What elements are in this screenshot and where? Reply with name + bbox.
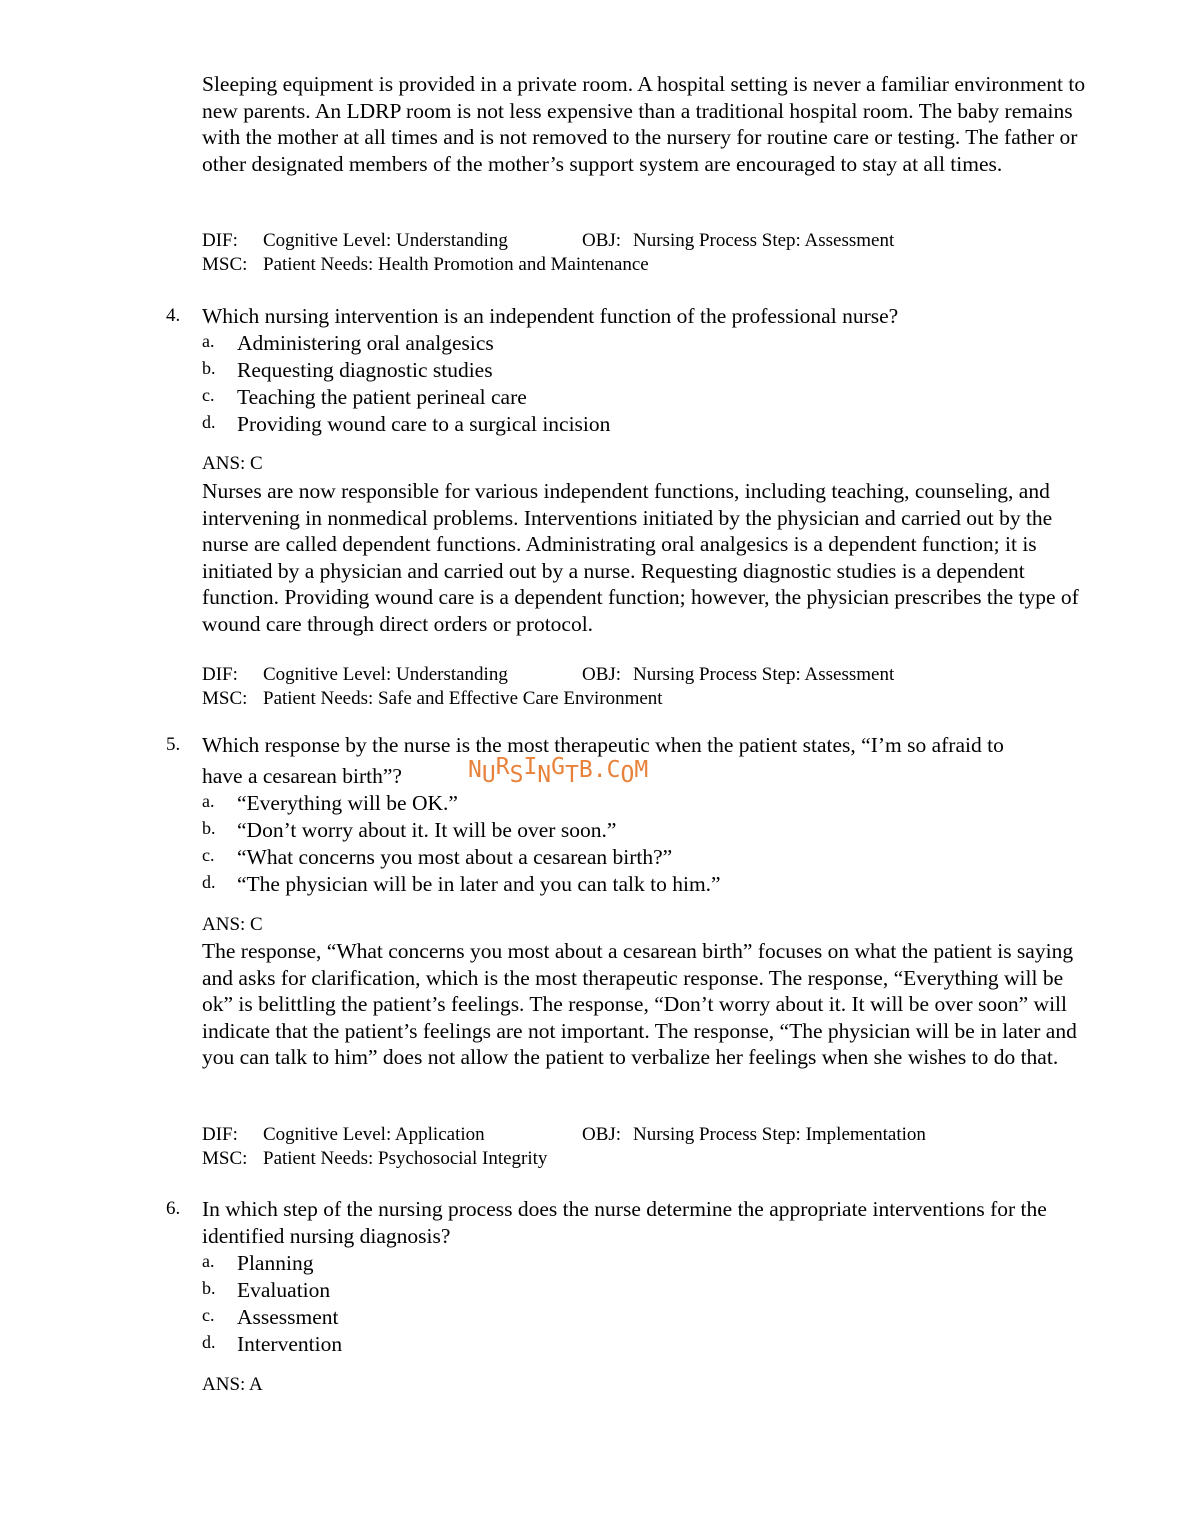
option-b xyxy=(202,817,1092,844)
msc-value: Patient Needs: Health Promotion and Maintenance xyxy=(263,254,649,275)
msc-label: MSC: xyxy=(202,688,248,709)
answer-4: ANS: C xyxy=(202,453,263,474)
option-text: Providing wound care to a surgical incision xyxy=(237,412,611,436)
option-text: Administering oral analgesics xyxy=(237,331,494,355)
question-text: Which nursing intervention is an independent function of the professional nurse? xyxy=(202,304,899,328)
option-letter: a. xyxy=(202,1251,215,1271)
msc-value: Patient Needs: Safe and Effective Care Environment xyxy=(263,688,663,709)
option-list xyxy=(202,330,1092,438)
meta-5 xyxy=(202,1123,1092,1171)
obj-value: Nursing Process Step: Assessment xyxy=(633,664,895,685)
obj-value: Nursing Process Step: Implementation xyxy=(633,1124,926,1145)
option-text: Assessment xyxy=(237,1305,339,1329)
meta-4 xyxy=(202,663,1092,711)
option-letter: b. xyxy=(202,358,216,378)
option-c xyxy=(202,384,1092,411)
option-letter: d. xyxy=(202,1332,216,1352)
option-text: Teaching the patient perineal care xyxy=(237,385,527,409)
option-b xyxy=(202,1277,1092,1304)
option-letter: d. xyxy=(202,872,216,892)
option-letter: a. xyxy=(202,791,215,811)
option-letter: b. xyxy=(202,818,216,838)
option-letter: c. xyxy=(202,1305,215,1325)
option-list xyxy=(202,790,1092,898)
option-text: “What concerns you most about a cesarean birth?” xyxy=(237,845,673,869)
intro-meta xyxy=(202,229,1092,277)
answer-5: ANS: C xyxy=(202,914,263,935)
meta-row-dif-obj xyxy=(202,663,1092,687)
intro-rationale: Sleeping equipment is provided in a private room. A hospital setting is never a familiar environment to new parents. An LDRP room is not less expensive than a traditional hospital room. The baby remains with the mother at all times and is not removed to the nursery for routine care or testing. The father or other designated members of the mother’s support system are encouraged to stay at all times. xyxy=(202,72,1086,176)
dif-value: Cognitive Level: Application xyxy=(263,1124,485,1145)
obj-label: OBJ: xyxy=(582,230,622,251)
option-text: “Everything will be OK.” xyxy=(237,791,458,815)
obj-label: OBJ: xyxy=(582,1124,622,1145)
dif-label: DIF: xyxy=(202,230,238,251)
intro-rationale-block xyxy=(202,71,1092,177)
dif-label: DIF: xyxy=(202,664,238,685)
watermark-logo: NURSINGTB.COM xyxy=(468,754,649,788)
meta-row-msc xyxy=(202,687,1092,711)
question-number: 5. xyxy=(166,734,181,755)
option-d xyxy=(202,1331,1092,1358)
question-text-line1: Which response by the nurse is the most therapeutic when the patient states, “I’m so afraid to xyxy=(202,733,1004,757)
option-list xyxy=(202,1250,1092,1358)
option-text: Intervention xyxy=(237,1332,343,1356)
meta-row-dif-obj xyxy=(202,229,1092,253)
option-b xyxy=(202,357,1092,384)
question-text: In which step of the nursing process does the nurse determine the appropriate interventions for the identified nursing diagnosis? xyxy=(202,1197,1047,1248)
obj-value: Nursing Process Step: Assessment xyxy=(633,230,895,251)
option-c xyxy=(202,1304,1092,1331)
option-letter: c. xyxy=(202,845,215,865)
obj-label: OBJ: xyxy=(582,664,622,685)
option-text: “The physician will be in later and you can talk to him.” xyxy=(237,872,721,896)
question-number: 4. xyxy=(166,305,181,326)
option-text: “Don’t worry about it. It will be over soon.” xyxy=(237,818,617,842)
option-text: Planning xyxy=(237,1251,314,1275)
option-c xyxy=(202,844,1092,871)
rationale-4-block xyxy=(202,478,1092,638)
option-d xyxy=(202,871,1092,898)
meta-row-msc xyxy=(202,253,1092,277)
answer-6: ANS: A xyxy=(202,1374,263,1395)
msc-label: MSC: xyxy=(202,254,248,275)
option-text: Evaluation xyxy=(237,1278,331,1302)
option-a xyxy=(202,790,1092,817)
dif-value: Cognitive Level: Understanding xyxy=(263,664,508,685)
option-letter: d. xyxy=(202,412,216,432)
msc-label: MSC: xyxy=(202,1148,248,1169)
meta-row-msc xyxy=(202,1147,1092,1171)
question-number: 6. xyxy=(166,1198,181,1219)
option-d xyxy=(202,411,1092,438)
option-text: Requesting diagnostic studies xyxy=(237,358,493,382)
rationale-4: Nurses are now responsible for various independent functions, including teaching, counseling, and intervening in nonmedical problems. Interventions initiated by the physician and carried out by the nurse are called dependent functions. Administrating oral analgesics is a dependent function; it is initiated by a physician and carried out by a nurse. Requesting diagnostic studies is a dependent function. Providing wound care is a dependent function; however, the physician prescribes the type of wound care through direct orders or protocol. xyxy=(202,479,1079,636)
option-letter: a. xyxy=(202,331,215,351)
option-a xyxy=(202,1250,1092,1277)
option-a xyxy=(202,330,1092,357)
dif-label: DIF: xyxy=(202,1124,238,1145)
meta-row-dif-obj xyxy=(202,1123,1092,1147)
rationale-5: The response, “What concerns you most about a cesarean birth” focuses on what the patient is saying and asks for clarification, which is the most therapeutic response. The response, “Everything will be ok” is belittling the patient’s feelings. The response, “Don’t worry about it. It will be over soon” will indicate that the patient’s feelings are not important. The response, “The physician will be in later and you can talk to him” does not allow the patient to verbalize her feelings when she wishes to do that. xyxy=(202,939,1077,1070)
option-letter: c. xyxy=(202,385,215,405)
question-text-line2: have a cesarean birth”? xyxy=(202,763,402,788)
msc-value: Patient Needs: Psychosocial Integrity xyxy=(263,1148,548,1169)
option-letter: b. xyxy=(202,1278,216,1298)
rationale-5-block xyxy=(202,938,1092,1071)
dif-value: Cognitive Level: Understanding xyxy=(263,230,508,251)
